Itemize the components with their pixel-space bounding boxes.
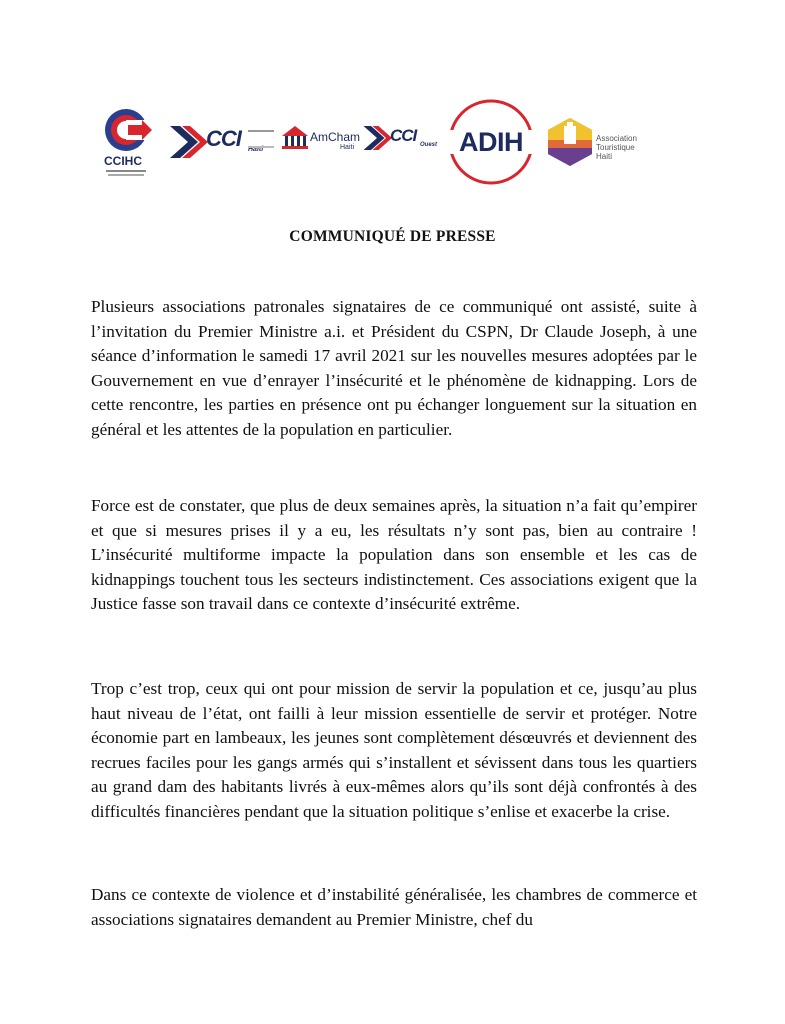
cci-haiti-logo (168, 122, 280, 162)
adih-logo (443, 98, 539, 186)
paragraph-3: Trop c’est trop, ceux qui ont pour mission de servir la population et ce, jusqu’au plus haut niveau de l’état, ont failli à leur mission essentielle de servir et protéger. Notre économie part en lambeaux, les jeunes sont complètement désœuvrés et deviennent des recrues faciles pour les gangs armés qui s’installent et sévissent dans tous les quartiers au grand dam des habitants livrés à eux-mêmes alors qu’ils sont déjà confrontés à des difficultés financières pendant que la situation politique s’enlise et exacerbe la crise. (91, 679, 697, 821)
paragraph-2: Force est de constater, que plus de deux semaines après, la situation n’a fait qu’empirer et que si mesures prises il y a eu, les résultats n’y sont pas, bien au contraire ! L’insécurité multiforme impacte la population dans son ensemble et les cas de kidnappings touchent tous les secteurs indistinctement. Ces associations exigent que la Justice fasse son travail dans ce contexte d’insécurité extrême. (91, 496, 697, 614)
ath-hexagon-icon (546, 116, 594, 168)
ath-line1: Association (596, 134, 637, 143)
ath-logo (546, 116, 660, 176)
ath-line2: Touristique (596, 143, 635, 152)
paragraph-1: Plusieurs associations patronales signataires de ce communiqué ont assisté, suite à l’invitation du Premier Ministre a.i. et Président du CSPN, Dr Claude Joseph, à une séance d’information le samedi 17 avril 2021 sur les nouvelles mesures adoptées par le Gouvernement en vue d’enrayer l’insécurité et le phénomène de kidnapping. Lors de cette rencontre, les parties en présence ont pu échanger longuement sur la situation en général et les attentes de la population en particulier. (91, 297, 697, 439)
paragraph-4: Dans ce contexte de violence et d’instabilité généralisée, les chambres de commerce et associations signataires demandent au Premier Ministre, chef du (91, 885, 697, 929)
cci-ouest-sub: Ouest (420, 142, 438, 148)
cci-ouest-logo (362, 122, 438, 162)
logo-strip (100, 98, 660, 186)
cci-chevron-icon (168, 124, 208, 160)
cci-ouest-chevron-icon (362, 124, 392, 152)
amcham-building-icon (280, 124, 310, 150)
amcham-name: AmCham (310, 130, 361, 144)
ccihc-logo (100, 106, 156, 186)
ath-line3: Haiti (596, 152, 613, 161)
ccihc-emblem-icon (100, 106, 156, 186)
cci-haiti-tagline (248, 130, 274, 148)
document-title: COMMUNIQUÉ DE PRESSE (289, 228, 496, 245)
amcham-sub: Haiti (340, 144, 355, 151)
cci-ouest-mark: CCI (390, 126, 417, 145)
cci-haiti-sub: Haïti (248, 146, 264, 153)
adih-name: ADIH (459, 127, 523, 157)
cci-haiti-mark: CCI (206, 126, 241, 151)
ccihc-name: CCIHC (104, 154, 142, 168)
amcham-logo (280, 120, 360, 160)
